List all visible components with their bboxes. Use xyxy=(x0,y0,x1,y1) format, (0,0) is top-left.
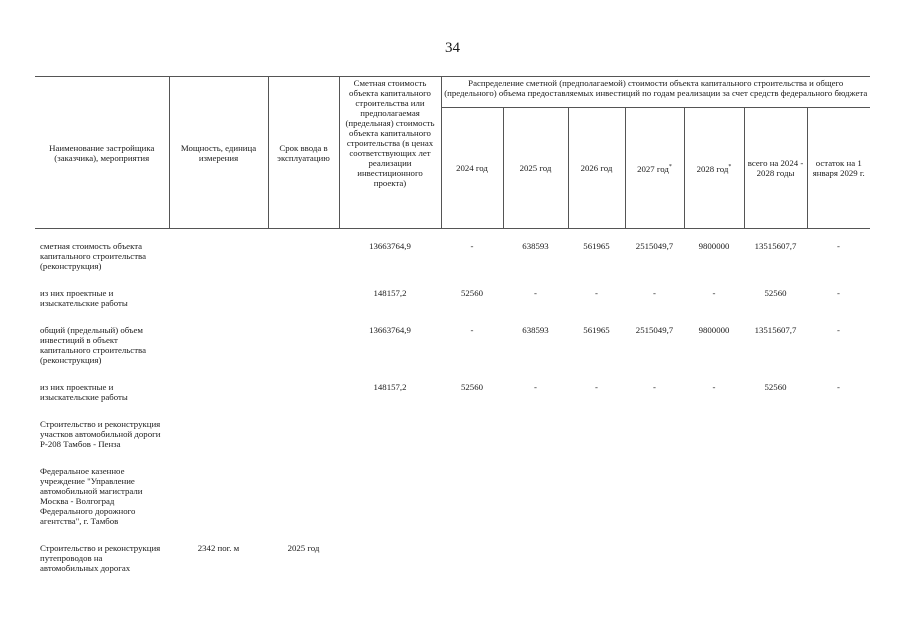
row-2028: 9800000 xyxy=(684,229,744,286)
table-row xyxy=(35,285,870,322)
row-term xyxy=(268,285,339,322)
header-year-2027-label: 2027 год xyxy=(637,163,669,174)
row-capacity xyxy=(169,416,268,463)
row-cost: 148157,2 xyxy=(373,382,407,392)
table-row xyxy=(35,416,870,463)
row-2027 xyxy=(625,416,684,463)
row-2026 xyxy=(568,416,625,463)
row-2027: 2515049,7 xyxy=(635,325,674,335)
row-rest xyxy=(807,540,870,587)
row-capacity xyxy=(169,379,268,416)
row-2027: - xyxy=(653,382,656,392)
header-year-2025: 2025 год xyxy=(503,108,568,229)
row-rest xyxy=(807,463,870,540)
row-total xyxy=(744,540,807,587)
row-2024: 52560 xyxy=(461,288,483,298)
row-2026 xyxy=(568,463,625,540)
row-term xyxy=(268,379,339,416)
page-number: 34 xyxy=(445,40,460,56)
row-total: 13515607,7 xyxy=(744,229,807,286)
row-2028 xyxy=(684,463,744,540)
investment-table xyxy=(35,76,870,587)
row-2027 xyxy=(625,463,684,540)
header-cost: Сметная стоимость объекта капитального строительства или предполагаемая (предельная) стоимость объекта капитального строительства (в ценах соответствующих лет реализации инвестиционного проекта) xyxy=(339,77,441,229)
row-cost: 148157,2 xyxy=(373,288,407,298)
table-row xyxy=(35,379,870,416)
row-2024: - xyxy=(441,229,503,286)
header-total: всего на 2024 - 2028 годы xyxy=(744,108,807,229)
table-header xyxy=(35,77,870,229)
row-2025 xyxy=(503,416,568,463)
header-year-2028-label: 2028 год xyxy=(696,163,729,174)
row-rest: - xyxy=(837,288,840,298)
header-year-2028 xyxy=(684,108,744,229)
row-2028: 9800000 xyxy=(698,325,730,335)
row-2025: - xyxy=(534,382,537,392)
header-distribution: Распределение сметной (предполагаемой) стоимости объекта капитального строительства и общего (предельного) объема предоставляемых инвестиций по годам реализации за счет средств федерального бюджета xyxy=(441,77,870,108)
row-2028 xyxy=(684,540,744,587)
row-capacity: 2342 пог. м xyxy=(197,543,240,553)
row-name: Строительство и реконструкция участков автомобильной дороги Р-208 Тамбов - Пенза xyxy=(40,419,161,449)
row-capacity xyxy=(169,285,268,322)
row-rest: - xyxy=(837,325,840,335)
row-2028: - xyxy=(712,288,716,298)
row-2024: 52560 xyxy=(461,382,483,392)
row-2027 xyxy=(625,540,684,587)
row-total: 52560 xyxy=(764,382,787,392)
row-2026: 561965 xyxy=(583,325,610,335)
footnote-mark: * xyxy=(668,164,672,171)
row-cost xyxy=(339,540,441,587)
row-2025: 638593 xyxy=(522,325,549,335)
row-2027: - xyxy=(653,288,656,298)
table-row xyxy=(35,322,870,379)
row-total: 13515607,7 xyxy=(754,325,797,335)
row-2025: - xyxy=(534,288,537,298)
row-term xyxy=(268,229,339,286)
row-2026 xyxy=(568,540,625,587)
table-row xyxy=(35,463,870,540)
row-2024 xyxy=(441,416,503,463)
row-2024: - xyxy=(470,325,474,335)
row-term: 2025 год xyxy=(287,543,320,553)
row-term xyxy=(268,416,339,463)
row-2028: - xyxy=(712,382,716,392)
row-term xyxy=(268,322,339,379)
row-2025 xyxy=(503,540,568,587)
header-year-2024: 2024 год xyxy=(441,108,503,229)
footnote-mark: * xyxy=(728,164,732,171)
row-2027: 2515049,7 xyxy=(625,229,684,286)
table-row xyxy=(35,540,870,587)
row-name: из них проектные и изыскательские работы xyxy=(40,382,128,402)
row-cost xyxy=(339,416,441,463)
header-year-2026: 2026 год xyxy=(568,108,625,229)
table-row xyxy=(35,229,870,286)
row-total xyxy=(744,416,807,463)
row-2025 xyxy=(503,463,568,540)
row-capacity xyxy=(169,463,268,540)
row-name: из них проектные и изыскательские работы xyxy=(40,288,128,308)
row-cost xyxy=(339,463,441,540)
row-total: 52560 xyxy=(764,288,787,298)
row-name: Строительство и реконструкция путепроводов на автомобильных дорогах xyxy=(40,543,161,573)
row-name: сметная стоимость объекта капитального строительства (реконструкция) xyxy=(35,229,169,286)
header-rest: остаток на 1 января 2029 г. xyxy=(807,108,870,229)
row-2028 xyxy=(684,416,744,463)
row-capacity xyxy=(169,229,268,286)
row-name: Федеральное казенное учреждение "Управление автомобильной магистрали Москва - Волгоград Федерального дорожного агентства", г. Тамбов xyxy=(40,466,143,526)
header-capacity: Мощность, единица измерения xyxy=(169,77,268,229)
row-name: общий (предельный) объем инвестиций в объект капитального строительства (реконструкция) xyxy=(40,325,146,365)
row-rest: - xyxy=(837,382,840,392)
row-2026: 561965 xyxy=(568,229,625,286)
row-2024 xyxy=(441,540,503,587)
row-rest xyxy=(807,416,870,463)
row-cost: 13663764,9 xyxy=(369,325,411,335)
row-2024 xyxy=(441,463,503,540)
row-cost: 13663764,9 xyxy=(339,229,441,286)
header-year-2027 xyxy=(625,108,684,229)
row-term xyxy=(268,463,339,540)
row-total xyxy=(744,463,807,540)
row-rest: - xyxy=(807,229,870,286)
header-term: Срок ввода в эксплуатацию xyxy=(268,77,339,229)
row-capacity xyxy=(169,322,268,379)
row-2026: - xyxy=(595,382,598,392)
header-name: Наименование застройщика (заказчика), мероприятия xyxy=(35,77,169,229)
row-2025: 638593 xyxy=(503,229,568,286)
row-2026: - xyxy=(595,288,598,298)
table-body xyxy=(35,229,870,588)
